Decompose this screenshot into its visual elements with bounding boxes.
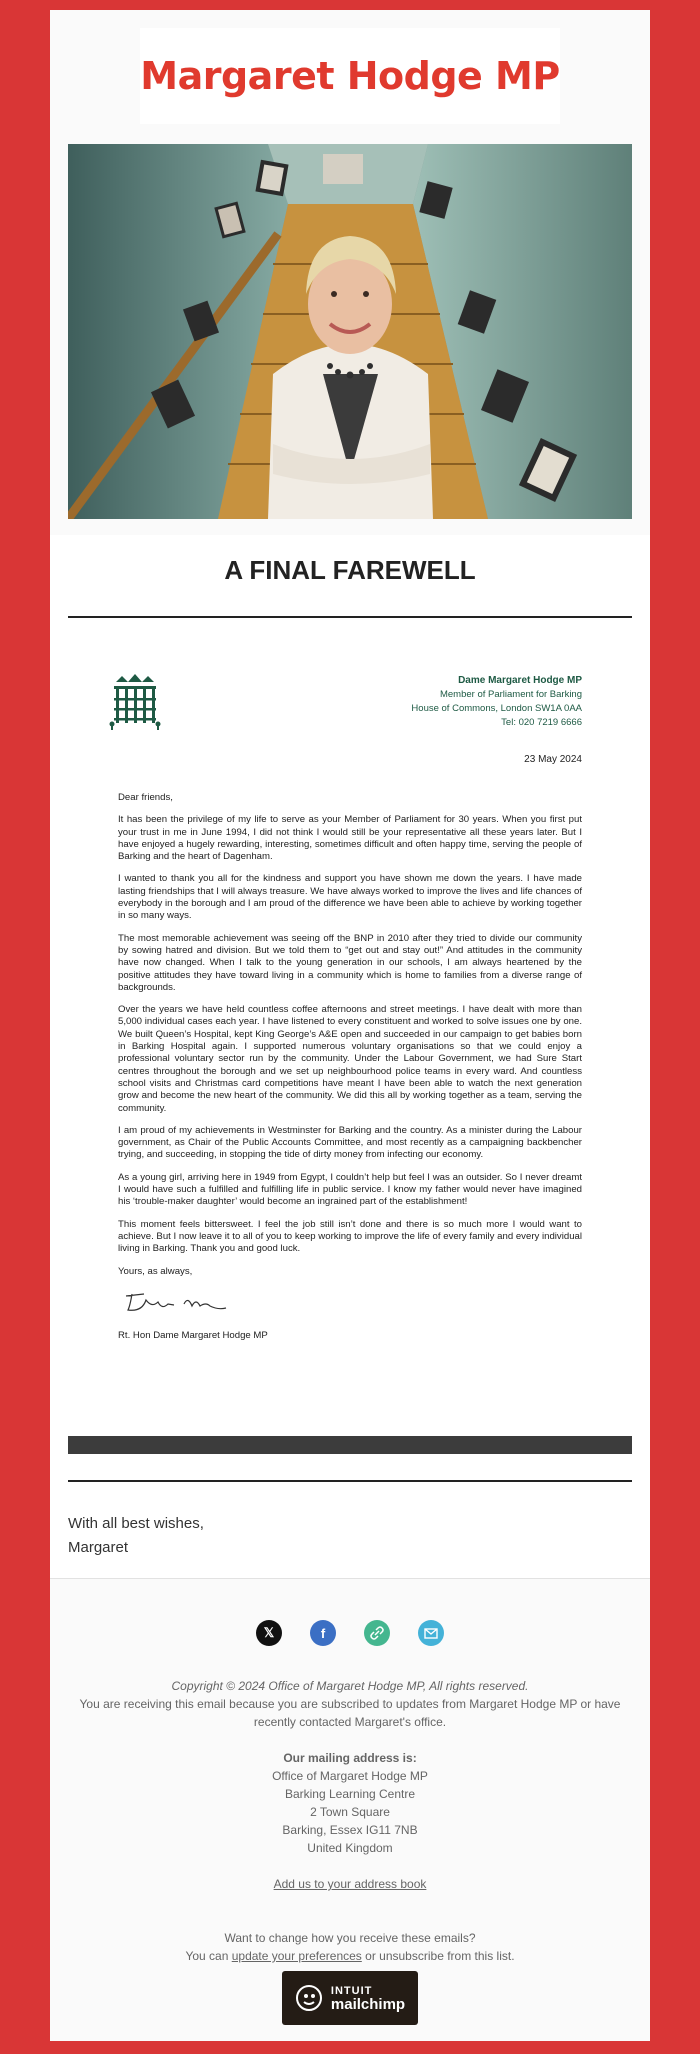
you-can-text: You can (185, 1949, 229, 1963)
paragraph: This moment feels bittersweet. I feel the job still isn’t done and there is so much more I would want to achieve. But I now leave it to all of you to keep working to improve the life of every family and every individual living in Barking. Thank you and good luck. (118, 1218, 582, 1255)
greeting: Dear friends, (118, 792, 173, 803)
mp-role: Member of Parliament for Barking (439, 689, 582, 700)
address-book-wrap (70, 1875, 630, 1893)
facebook-icon[interactable]: f (310, 1620, 336, 1646)
signoff (68, 1512, 204, 1560)
headline: A FINAL FAREWELL (224, 555, 476, 585)
address-line: United Kingdom (307, 1841, 393, 1855)
mailchimp-logo-icon (295, 1984, 323, 2012)
signature (122, 1288, 582, 1320)
email-icon[interactable] (418, 1620, 444, 1646)
mp-address: House of Commons, London SW1A 0AA (411, 703, 582, 714)
divider (68, 1480, 632, 1482)
portcullis-icon (108, 672, 162, 732)
unsubscribe-text: or unsubscribe from this list. (365, 1949, 515, 1963)
letter-date: 23 May 2024 (524, 754, 582, 765)
preferences-line (70, 1947, 630, 1965)
mailing-heading: Our mailing address is: (283, 1751, 417, 1765)
mp-name: Dame Margaret Hodge MP (458, 675, 582, 686)
mailchimp-wordmark: mailchimp (330, 1996, 406, 2013)
subscription-notice: You are receiving this email because you are subscribed to updates from Margaret Hodge MP or have recently contacted Margaret's office. (79, 1697, 621, 1729)
divider (68, 616, 632, 618)
logo-text: Margaret Hodge MP (140, 54, 560, 98)
change-question: Want to change how you receive these emails? (224, 1931, 476, 1945)
paragraph: I am proud of my achievements in Westminster for Barking and the country. As a minister during the Labour government, as Chair of the Public Accounts Committee, and most recently as a campaigning backbencher trying, and succeeding, in stopping the tide of dirty money from infecting our economy. (118, 1124, 582, 1161)
signatory: Rt. Hon Dame Margaret Hodge MP (118, 1330, 268, 1342)
x-icon[interactable]: 𝕏 (256, 1620, 282, 1646)
closing: Yours, as always, (118, 1265, 193, 1277)
address-line: Office of Margaret Hodge MP (272, 1769, 428, 1783)
paragraph: Over the years we have held countless coffee afternoons and street meetings. I have dealt with more than 5,000 individual cases each year. I have listened to every constituent and worked to solve issues one by one. We built Queen’s Hospital, kept King George’s A&E open and succeeded in our campaign to get babies born in Barking Hospital again. I supported numerous voluntary organisations so that we could enjoy a professional voluntary sector run by the community. Under the Labour Government, we had Sure Start centres throughout the borough and we set up neighbourhood police teams in every ward. And countless school visits and Christmas card competitions have meant I have been able to watch the next generation grow and become the new heart of the community. We did this all by working together as a team, serving the community. (118, 1004, 582, 1114)
address-line: 2 Town Square (310, 1805, 390, 1819)
letter-body (118, 792, 582, 1352)
section-bar (68, 1436, 632, 1454)
paragraph: The most memorable achievement was seeing off the BNP in 2010 after they tried to divide our community by sowing hatred and division. But we told them to “get out and stay out!” And attitudes in the community have now changed. When I talk to the young generation in our schools, I am always heartened by the positive attitudes they have toward living in a community which is home to families from a diverse range of backgrounds. (118, 932, 582, 993)
hero-photo (68, 144, 632, 519)
social-links (50, 1620, 650, 1646)
email-container (50, 10, 650, 2040)
portrait-illustration (68, 144, 632, 519)
letterhead-address (411, 674, 582, 730)
mailchimp-intuit: INTUIT (330, 1985, 373, 1997)
signoff-line: With all best wishes, (68, 1515, 204, 1532)
footer (50, 1578, 650, 2041)
address-line: Barking Learning Centre (284, 1787, 416, 1801)
signoff-name: Margaret (68, 1539, 129, 1556)
mp-tel: Tel: 020 7219 6666 (501, 717, 582, 728)
paragraph: It has been the privilege of my life to serve as your Member of Parliament for 30 years. When you first put your trust in me in June 1994, I did not think I would still be your representative all these years later. But I have enjoyed a hugely rewarding, interesting, sometimes difficult and often happy time, serving the people of Barking and the heart of Dagenham. (118, 814, 582, 863)
copyright: Copyright © 2024 Office of Margaret Hodge MP, All rights reserved. (171, 1679, 529, 1693)
mailchimp-badge[interactable] (282, 1971, 418, 2025)
address-line: Barking, Essex IG11 7NB (282, 1823, 418, 1837)
link-icon[interactable] (364, 1620, 390, 1646)
header-logo[interactable] (140, 28, 560, 124)
paragraph: I wanted to thank you all for the kindness and support you have shown me down the years. I have made lasting friendships that I will always treasure. We have always worked to improve the lives and life chances of everybody in the borough and I am proud of the difference we have been able to achieve by working together in so many ways. (118, 873, 582, 922)
mailing-address (70, 1767, 630, 1857)
letter-image (68, 650, 632, 1400)
paragraph: As a young girl, arriving here in 1949 from Egypt, I couldn’t help but feel I was an outsider. So I never dreamt I would have such a fulfilled and fulfilling life in public service. I know my father would never have imagined his ‘trouble-maker daughter’ would become an ingrained part of the establishment! (118, 1171, 582, 1208)
update-preferences-link[interactable]: update your preferences (231, 1949, 362, 1963)
add-address-book-link[interactable]: Add us to your address book (273, 1877, 427, 1891)
handwritten-signature (122, 1288, 232, 1316)
